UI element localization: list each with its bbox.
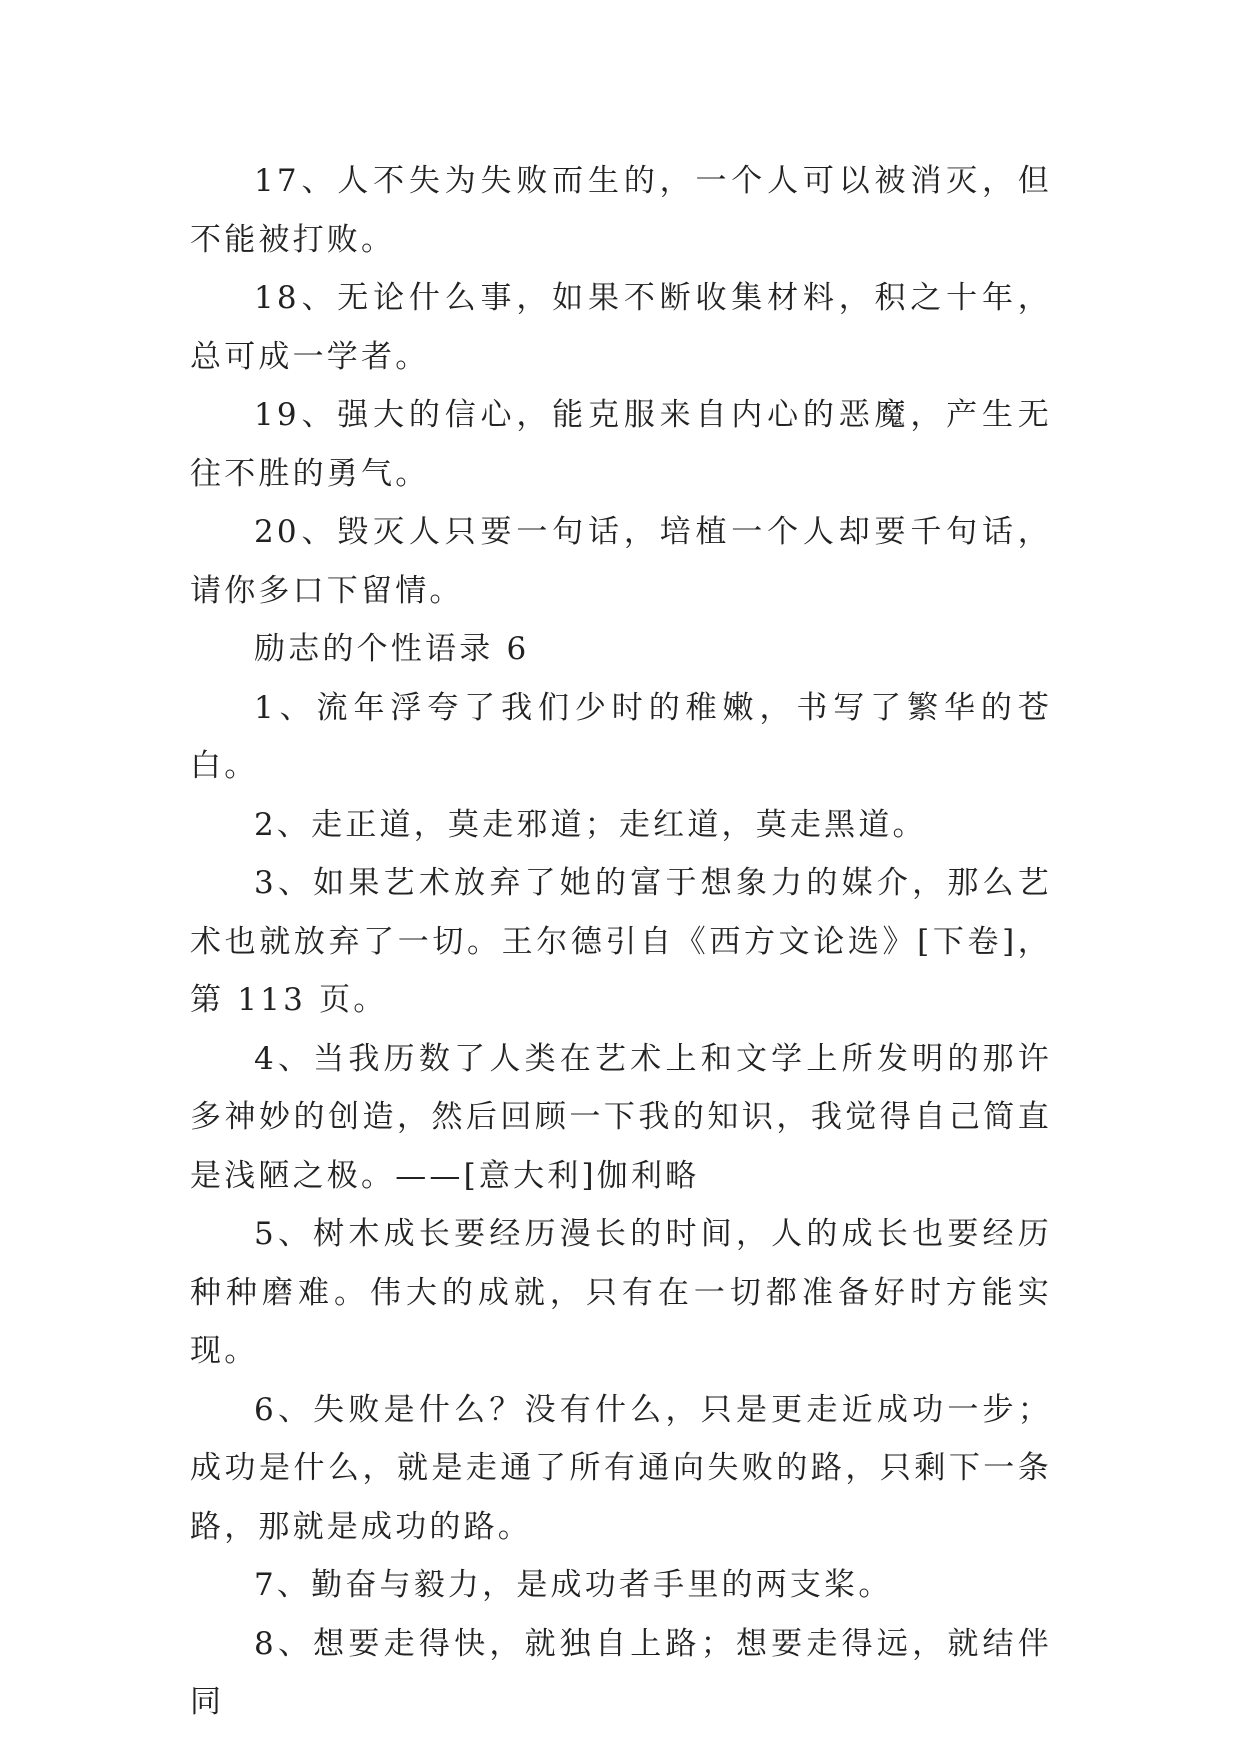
section-heading: 励志的个性语录 6 <box>254 631 530 667</box>
paragraph-quote-4: 4、当我历数了人类在艺术上和文学上所发明的那许多神妙的创造，然后回顾一下我的知识，我觉得自己简直是浅陋之极。——[意大利]伽利略 <box>190 1040 1052 1194</box>
paragraph-quote-7: 7、勤奋与毅力，是成功者手里的两支桨。 <box>254 1567 893 1603</box>
paragraph-quote-6: 6、失败是什么？没有什么，只是更走近成功一步；成功是什么，就是走通了所有通向失败的路，只剩下一条路，那就是成功的路。 <box>190 1391 1052 1545</box>
paragraph-quote-17: 17、人不失为失败而生的，一个人可以被消灭，但不能被打败。 <box>190 163 1052 258</box>
paragraph-quote-19: 19、强大的信心，能克服来自内心的恶魔，产生无往不胜的勇气。 <box>190 397 1052 492</box>
paragraph-quote-18: 18、无论什么事，如果不断收集材料，积之十年，总可成一学者。 <box>190 280 1052 375</box>
paragraph-quote-2: 2、走正道，莫走邪道；走红道，莫走黑道。 <box>254 806 927 843</box>
paragraph-quote-3: 3、如果艺术放弃了她的富于想象力的媒介，那么艺术也就放弃了一切。王尔德引自《西方文论选》[下卷]，第 113 页。 <box>190 865 1052 1018</box>
paragraph-quote-5: 5、树木成长要经历漫长的时间，人的成长也要经历种种磨难。伟大的成就，只有在一切都准备好时方能实现。 <box>190 1216 1052 1369</box>
paragraph-quote-20: 20、毁灭人只要一句话，培植一个人却要千句话，请你多口下留情。 <box>190 514 1052 609</box>
paragraph-quote-8: 8、想要走得快，就独自上路；想要走得远，就结伴同 <box>190 1625 1052 1720</box>
document-body <box>190 152 1052 1732</box>
paragraph-quote-1: 1、流年浮夸了我们少时的稚嫩，书写了繁华的苍白。 <box>190 689 1052 784</box>
